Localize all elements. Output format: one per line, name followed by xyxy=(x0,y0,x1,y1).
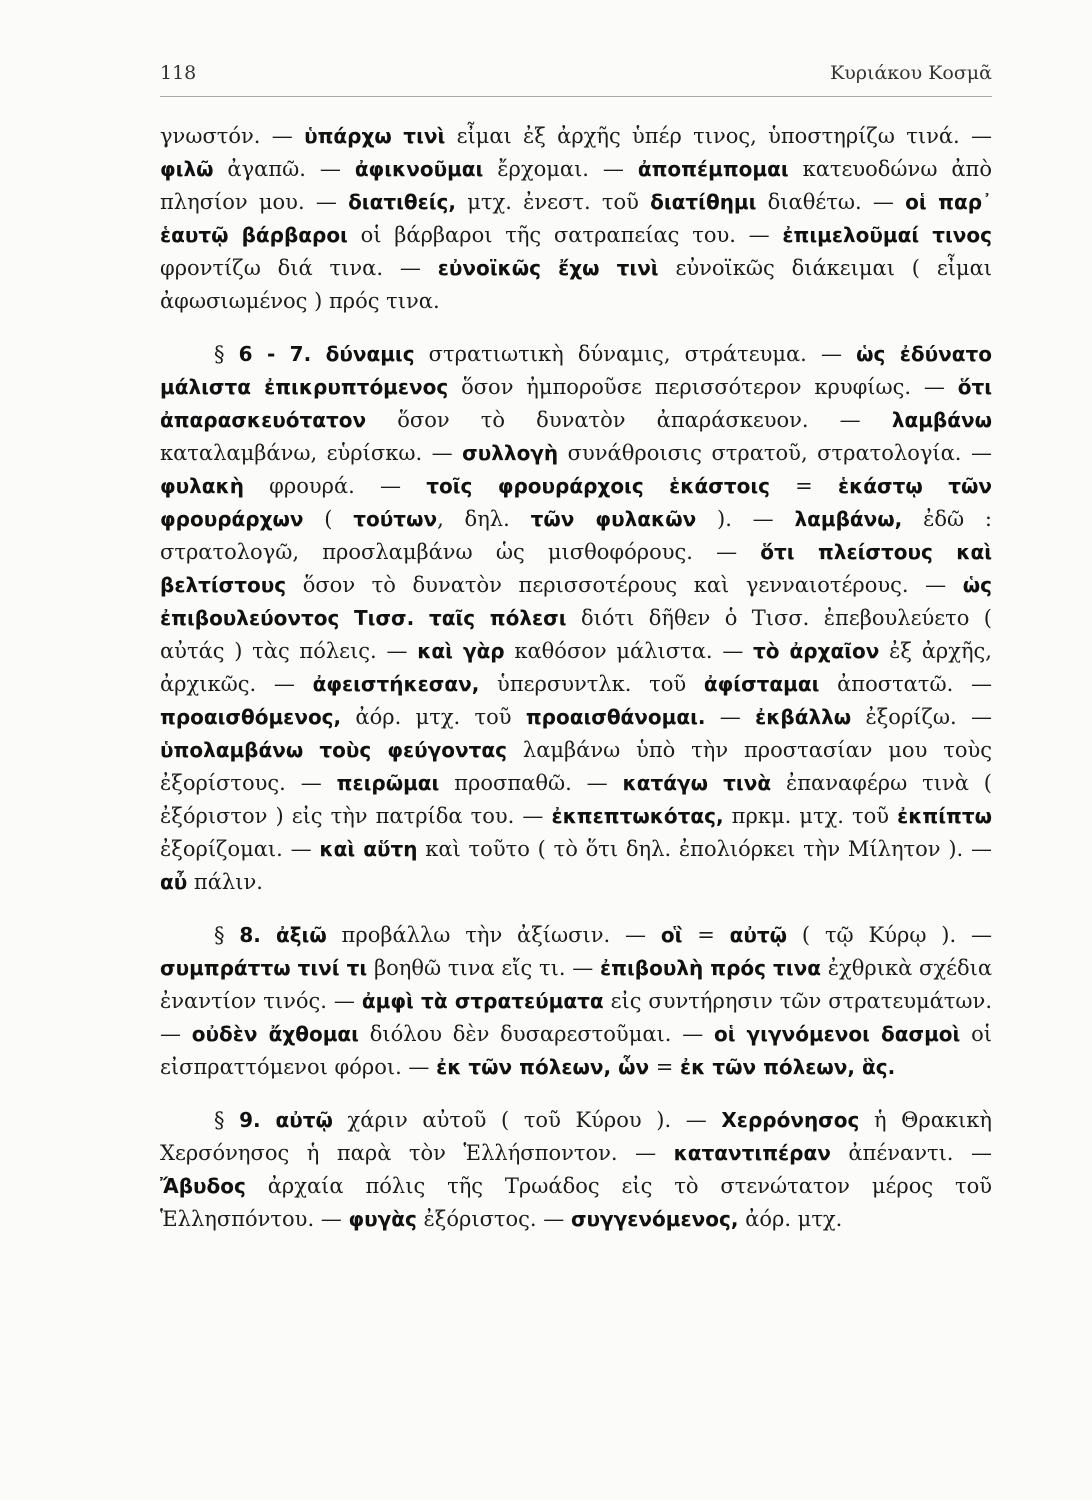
running-title: Κυριάκου Κοσμᾶ xyxy=(830,62,992,84)
gloss-text: ἡ Θρακικὴ Χερσόνησος ἡ παρὰ τὸν Ἑλλήσποντον. — xyxy=(160,1108,992,1165)
headword: αὐτῷ xyxy=(729,923,788,947)
gloss-text: ἐξορίζομαι. — xyxy=(160,837,320,861)
headword: πειρῶμαι xyxy=(336,771,440,795)
headword: συγγενόμενος, xyxy=(570,1207,739,1231)
gloss-text: γνωστόν. — xyxy=(160,124,305,148)
headword: ὡς ἐπιβουλεύοντος Τισσ. ταῖς πόλεσι xyxy=(160,573,992,630)
headword: ὅτι πλείστους καὶ βελτίστους xyxy=(160,540,993,597)
headword: φυγὰς xyxy=(348,1207,417,1231)
page-number: 118 xyxy=(160,62,197,84)
headword: 8. ἀξιῶ xyxy=(239,923,327,947)
headword: λαμβάνω, xyxy=(794,507,903,531)
gloss-text: στρατιωτικὴ δύναμις, στράτευμα. — xyxy=(414,342,857,366)
gloss-text: χάριν αὐτοῦ ( τοῦ Κύρου ). — xyxy=(332,1108,722,1132)
headword: προαισθόμενος, xyxy=(160,705,342,729)
headword: ἀφίσταμαι xyxy=(703,672,820,696)
headword: εὐνοϊκῶς ἔχω τινὶ xyxy=(437,256,659,280)
headword: καὶ γὰρ xyxy=(417,639,505,663)
gloss-text: = xyxy=(682,923,730,947)
gloss-text: μτχ. ἐνεστ. τοῦ xyxy=(456,190,651,214)
gloss-text: εἰς συντήρησιν τῶν στρατευμάτων. — xyxy=(160,989,992,1046)
headword: τοῖς φρουράρχοις ἑκάστοις xyxy=(426,474,770,498)
gloss-text: ἐχθρικὰ σχέδια ἐναντίον τινός. — xyxy=(160,956,993,1013)
headword: ἀποπέμπομαι xyxy=(637,157,789,181)
headword: τὸ ἀρχαῖον xyxy=(753,639,880,663)
headword: συλλογὴ xyxy=(462,441,559,465)
gloss-text: § xyxy=(214,923,240,947)
headword: ἀφικνοῦμαι xyxy=(354,157,484,181)
gloss-text: λαμβάνω ὑπὸ τὴν προστασίαν μου τοὺς ἐξορίστους. — xyxy=(160,738,992,795)
headword: τούτων xyxy=(353,507,438,531)
gloss-text: ἀόρ. μτχ. xyxy=(738,1207,843,1231)
gloss-text: ( xyxy=(303,507,354,531)
headword: οἱ παρ᾽ ἑαυτῷ βάρβαροι xyxy=(160,190,993,247)
gloss-text: § xyxy=(214,1108,240,1132)
headword: ἐκ τῶν πόλεων, ἃς. xyxy=(680,1055,896,1079)
headword: συμπράττω τινί τι xyxy=(160,956,368,980)
gloss-text: ὑπερσυντλκ. τοῦ xyxy=(479,672,704,696)
gloss-text: ἐξορίζω. — xyxy=(851,705,992,729)
gloss-text: εὐνοϊκῶς διάκειμαι ( εἶμαι ἀφωσιωμένος ) πρός τινα. xyxy=(160,256,992,313)
gloss-text: ἔρχομαι. — xyxy=(483,157,638,181)
headword: Ἄβυδος xyxy=(160,1174,246,1198)
gloss-text: ἀόρ. μτχ. τοῦ xyxy=(341,705,526,729)
paragraph xyxy=(160,1104,992,1236)
gloss-text: πάλιν. xyxy=(187,870,263,894)
gloss-text: οἱ εἰσπραττόμενοι φόροι. — xyxy=(160,1022,992,1079)
gloss-text: ἀρχαία πόλις τῆς Τρωάδος εἰς τὸ στενώτατον μέρος τοῦ Ἑλλησπόντου. — xyxy=(160,1174,992,1231)
headword: ἑκάστῳ τῶν φρουράρχων xyxy=(160,474,993,531)
headword: 6 - 7. δύναμις xyxy=(238,342,415,366)
headword: ἐκβάλλω xyxy=(755,705,852,729)
gloss-text: καθόσον μάλιστα. — xyxy=(504,639,754,663)
headword: καταντιπέραν xyxy=(673,1141,831,1165)
gloss-text: , δηλ. xyxy=(437,507,531,531)
gloss-text: = xyxy=(770,474,838,498)
gloss-text: ). — xyxy=(696,507,795,531)
headword: καὶ αὕτη xyxy=(319,837,418,861)
headword: ὡς ἐδύνατο μάλιστα ἐπικρυπτόμενος xyxy=(160,342,993,399)
page-header xyxy=(160,62,992,84)
gloss-text: οἱ βάρβαροι τῆς σατραπείας του. — xyxy=(347,223,783,247)
gloss-text: πρκμ. μτχ. τοῦ xyxy=(723,804,898,828)
gloss-text: ἐπαναφέρω τινὰ ( ἐξόριστον ) εἰς τὴν πατρίδα του. — xyxy=(160,771,992,828)
gloss-text: ἐξ ἀρχῆς, ἀρχικῶς. — xyxy=(160,639,992,696)
headword: ὑπολαμβάνω τοὺς φεύγοντας xyxy=(160,738,508,762)
headword: ἐκπίπτω xyxy=(897,804,992,828)
headword: ὑπάρχω τινὶ xyxy=(304,124,446,148)
paragraph xyxy=(160,919,992,1084)
headword: ἐκ τῶν πόλεων, ὧν xyxy=(436,1055,650,1079)
gloss-text: διαθέτω. — xyxy=(756,190,906,214)
gloss-text: = xyxy=(649,1055,681,1079)
headword: 9. αὐτῷ xyxy=(239,1108,333,1132)
headword: ἐκπεπτωκότας, xyxy=(551,804,724,828)
headword: διατίθημι xyxy=(650,190,757,214)
gloss-text: κατευοδώνω ἀπὸ πλησίον μου. — xyxy=(160,157,993,214)
gloss-text: ἀγαπῶ. — xyxy=(213,157,355,181)
gloss-text: — xyxy=(705,705,756,729)
gloss-text: ὅσον τὸ δυνατὸν περισσοτέρους καὶ γενναιοτέρους. — xyxy=(286,573,963,597)
headword: φιλῶ xyxy=(160,157,214,181)
headword: ἀφειστήκεσαν, xyxy=(312,672,480,696)
gloss-text: ἐξόριστος. — xyxy=(416,1207,571,1231)
gloss-text: προβάλλω τὴν ἀξίωσιν. — xyxy=(326,923,661,947)
headword: Χερρόνησος xyxy=(721,1108,860,1132)
gloss-text: διότι δῆθεν ὁ Τισσ. ἐπεβουλεύετο ( αὐτάς ) τὰς πόλεις. — xyxy=(160,606,992,663)
headword: κατάγω τινὰ xyxy=(622,771,772,795)
headword: οἱ γιγνόμενοι δασμοὶ xyxy=(713,1022,961,1046)
text-body xyxy=(160,120,992,1236)
headword: οἳ xyxy=(660,923,683,947)
gloss-text: ἀπέναντι. — xyxy=(830,1141,992,1165)
headword: ὅτι ἀπαρασκευότατον xyxy=(160,375,992,432)
gloss-text: φρουρά. — xyxy=(244,474,427,498)
gloss-text: φροντίζω διά τινα. — xyxy=(160,256,438,280)
headword: ἐπιβουλὴ πρός τινα xyxy=(600,956,821,980)
headword: ἀμφὶ τὰ στρατεύματα xyxy=(361,989,604,1013)
gloss-text: εἶμαι ἐξ ἀρχῆς ὑπέρ τινος, ὑποστηρίζω τινά. — xyxy=(445,124,992,148)
gloss-text: ἐδῶ : στρατολογῶ, προσλαμβάνω ὡς μισθοφόρους. — xyxy=(160,507,992,564)
gloss-text: ὅσον τὸ δυνατὸν ἀπαράσκευον. — xyxy=(366,408,892,432)
headword: τῶν φυλακῶν xyxy=(530,507,697,531)
gloss-text: καταλαμβάνω, εὑρίσκω. — xyxy=(160,441,463,465)
paragraph xyxy=(160,120,992,318)
headword: αὖ xyxy=(160,870,188,894)
gloss-text: ( τῷ Κύρῳ ). — xyxy=(787,923,992,947)
gloss-text: § xyxy=(214,342,239,366)
gloss-text: ἀποστατῶ. — xyxy=(819,672,992,696)
gloss-text: καὶ τοῦτο ( τὸ ὅτι δηλ. ἐπολιόρκει τὴν Μίλητον ). — xyxy=(417,837,993,861)
gloss-text: ὅσον ἠμποροῦσε περισσότερον κρυφίως. — xyxy=(448,375,958,399)
headword: ἐπιμελοῦμαί τινος xyxy=(782,223,992,247)
headword: διατιθείς, xyxy=(348,190,457,214)
headword: λαμβάνω xyxy=(891,408,992,432)
headword: προαισθάνομαι. xyxy=(525,705,706,729)
paragraph xyxy=(160,338,992,899)
gloss-text: διόλου δὲν δυσαρεστοῦμαι. — xyxy=(358,1022,714,1046)
header-rule xyxy=(160,96,992,97)
gloss-text: συνάθροισις στρατοῦ, στρατολογία. — xyxy=(558,441,992,465)
gloss-text: βοηθῶ τινα εἴς τι. — xyxy=(367,956,601,980)
gloss-text: προσπαθῶ. — xyxy=(439,771,623,795)
headword: οὐδὲν ἄχθομαι xyxy=(191,1022,359,1046)
headword: φυλακὴ xyxy=(160,474,244,498)
